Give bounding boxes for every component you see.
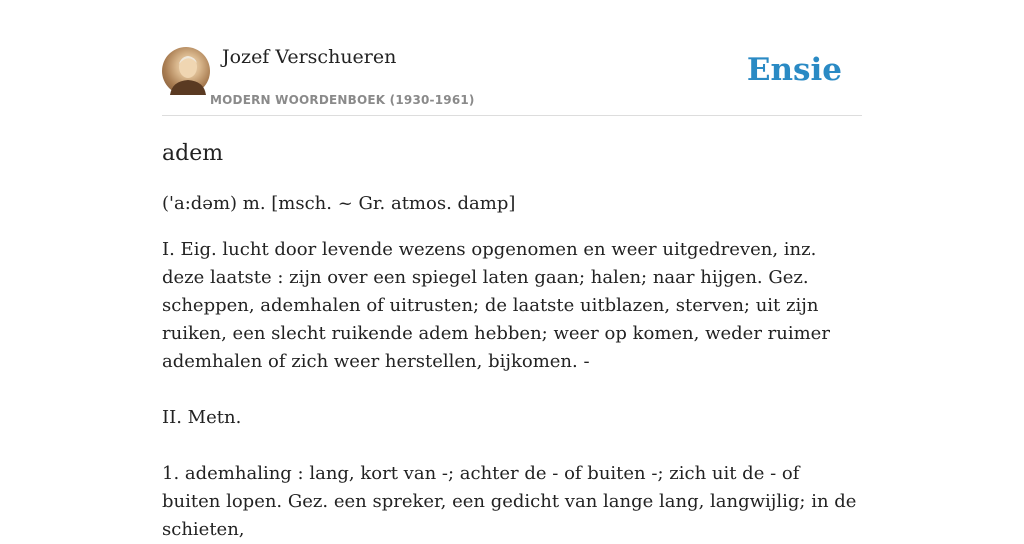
page-header (162, 46, 862, 116)
entry-pronunciation: ('a:dəm) m. [msch. ~ Gr. atmos. damp] (162, 193, 516, 214)
brand-logo[interactable]: Ensie (746, 52, 842, 88)
definition-paragraph: 1. ademhaling : lang, kort van -; achter de - of buiten -; zich uit de - of buiten lopen. Gez. een spreker, een gedicht van lange lang, langwijlig; in de schieten, (162, 463, 857, 540)
dictionary-title: MODERN WOORDENBOEK (1930-1961) (210, 93, 475, 107)
author-name[interactable]: Jozef Verschueren (222, 46, 397, 68)
author-avatar[interactable] (162, 47, 210, 95)
entry-body (162, 236, 862, 544)
definition-paragraph: I. Eig. lucht door levende wezens opgenomen en weer uitgedreven, inz. deze laatste : zijn over een spiegel laten gaan; halen; naar hijgen. Gez. scheppen, ademhalen of uitrusten; de laatste uitblazen, sterven; uit zijn ruiken, een slecht ruikende adem hebben; weer op komen, weder ruimer ademhalen of zich weer herstellen, bijkomen. - (162, 239, 830, 372)
dictionary-entry (162, 138, 862, 544)
header-divider (162, 115, 862, 116)
definition-paragraph: II. Metn. (162, 407, 242, 428)
entry-headword: adem (162, 141, 224, 166)
portrait-icon (162, 47, 210, 95)
